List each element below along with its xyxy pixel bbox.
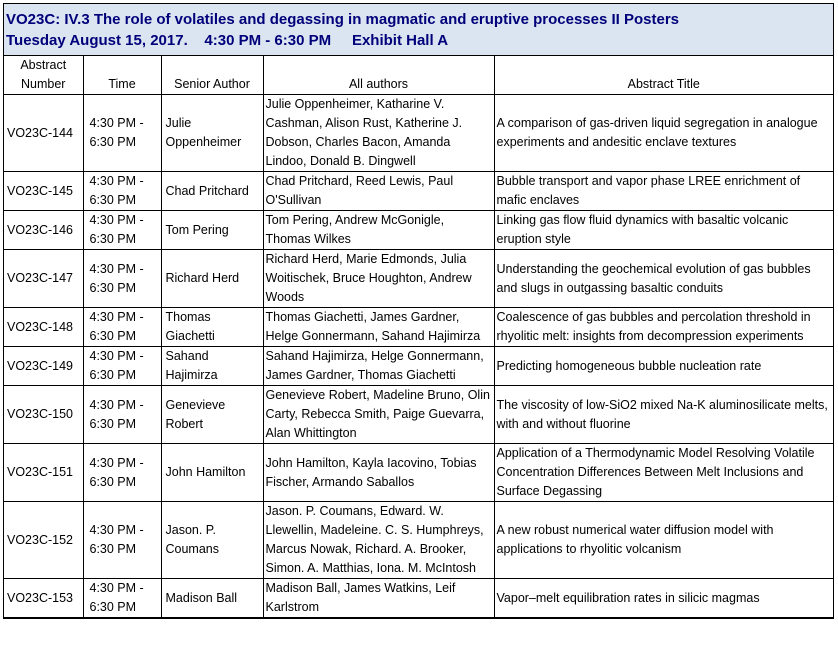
abstract-title: Bubble transport and vapor phase LREE enrichment of mafic enclaves [494,172,833,211]
senior-author: Sahand Hajimirza [161,347,263,386]
table-row [4,211,833,250]
session-time: 4:30 PM - 6:30 PM [83,347,161,386]
session-title: VO23C: IV.3 The role of volatiles and degassing in magmatic and eruptive processes II Posters [6,11,680,28]
session-time: 4:30 PM - 6:30 PM [83,386,161,444]
all-authors: Julie Oppenheimer, Katharine V. Cashman, Alison Rust, Katherine J. Dobson, Charles Bacon, Amanda Lindoo, Donald B. Dingwell [263,95,494,172]
session-header [4,4,833,56]
table-row [4,502,833,579]
abstract-title: Linking gas flow fluid dynamics with basaltic volcanic eruption style [494,211,833,250]
abstract-title: Vapor–melt equilibration rates in silicic magmas [494,579,833,618]
table-row [4,386,833,444]
table-row [4,308,833,347]
abstract-number: VO23C-150 [4,386,83,444]
senior-author: John Hamilton [161,444,263,502]
session-time: 4:30 PM - 6:30 PM [83,579,161,618]
senior-author: Julie Oppenheimer [161,95,263,172]
senior-author: Tom Pering [161,211,263,250]
abstract-number: VO23C-151 [4,444,83,502]
abstract-title: The viscosity of low-SiO2 mixed Na-K aluminosilicate melts, with and without fluorine [494,386,833,444]
column-header-all-authors: All authors [263,56,494,95]
session-subtitle: Tuesday August 15, 2017. 4:30 PM - 6:30 PM Exhibit Hall A [6,32,449,49]
all-authors: Sahand Hajimirza, Helge Gonnermann, James Gardner, Thomas Giachetti [263,347,494,386]
abstract-number: VO23C-145 [4,172,83,211]
session-sheet [3,3,834,619]
table-row [4,95,833,172]
column-header-abstract-number: Abstract Number [4,56,83,95]
session-time: 4:30 PM - 6:30 PM [83,172,161,211]
session-time: 4:30 PM - 6:30 PM [83,308,161,347]
senior-author: Thomas Giachetti [161,308,263,347]
session-time: 4:30 PM - 6:30 PM [83,250,161,308]
all-authors: John Hamilton, Kayla Iacovino, Tobias Fischer, Armando Saballos [263,444,494,502]
abstract-title: Coalescence of gas bubbles and percolation threshold in rhyolitic melt: insights from decompression experiments [494,308,833,347]
senior-author: Madison Ball [161,579,263,618]
all-authors: Thomas Giachetti, James Gardner, Helge Gonnermann, Sahand Hajimirza [263,308,494,347]
table-row [4,347,833,386]
table-row [4,172,833,211]
all-authors: Genevieve Robert, Madeline Bruno, Olin Carty, Rebecca Smith, Paige Guevarra, Alan Whittington [263,386,494,444]
senior-author: Richard Herd [161,250,263,308]
session-time: 4:30 PM - 6:30 PM [83,502,161,579]
table-row [4,250,833,308]
table-row [4,444,833,502]
senior-author: Genevieve Robert [161,386,263,444]
abstract-title: Application of a Thermodynamic Model Resolving Volatile Concentration Differences Between Melt Inclusions and Surface Degassing [494,444,833,502]
abstract-title: A comparison of gas-driven liquid segregation in analogue experiments and andesitic enclave textures [494,95,833,172]
table-body [4,95,833,618]
abstract-number: VO23C-148 [4,308,83,347]
session-time: 4:30 PM - 6:30 PM [83,444,161,502]
session-time: 4:30 PM - 6:30 PM [83,211,161,250]
abstract-title: A new robust numerical water diffusion model with applications to rhyolitic volcanism [494,502,833,579]
abstract-title: Understanding the geochemical evolution of gas bubbles and slugs in outgassing basaltic conduits [494,250,833,308]
all-authors: Chad Pritchard, Reed Lewis, Paul O'Sullivan [263,172,494,211]
abstract-number: VO23C-149 [4,347,83,386]
column-header-time: Time [83,56,161,95]
abstract-number: VO23C-146 [4,211,83,250]
table-row [4,579,833,618]
abstract-number: VO23C-152 [4,502,83,579]
abstract-number: VO23C-153 [4,579,83,618]
table-header-row [4,56,833,95]
abstract-title: Predicting homogeneous bubble nucleation rate [494,347,833,386]
all-authors: Madison Ball, James Watkins, Leif Karlstrom [263,579,494,618]
column-header-abstract-title: Abstract Title [494,56,833,95]
poster-table [4,56,833,618]
all-authors: Richard Herd, Marie Edmonds, Julia Woitischek, Bruce Houghton, Andrew Woods [263,250,494,308]
session-time: 4:30 PM - 6:30 PM [83,95,161,172]
all-authors: Tom Pering, Andrew McGonigle, Thomas Wilkes [263,211,494,250]
senior-author: Jason. P. Coumans [161,502,263,579]
all-authors: Jason. P. Coumans, Edward. W. Llewellin, Madeleine. C. S. Humphreys, Marcus Nowak, Richard. A. Brooker, Simon. A. Matthias, Iona. M. McIntosh [263,502,494,579]
abstract-number: VO23C-144 [4,95,83,172]
senior-author: Chad Pritchard [161,172,263,211]
column-header-senior-author: Senior Author [161,56,263,95]
abstract-number: VO23C-147 [4,250,83,308]
